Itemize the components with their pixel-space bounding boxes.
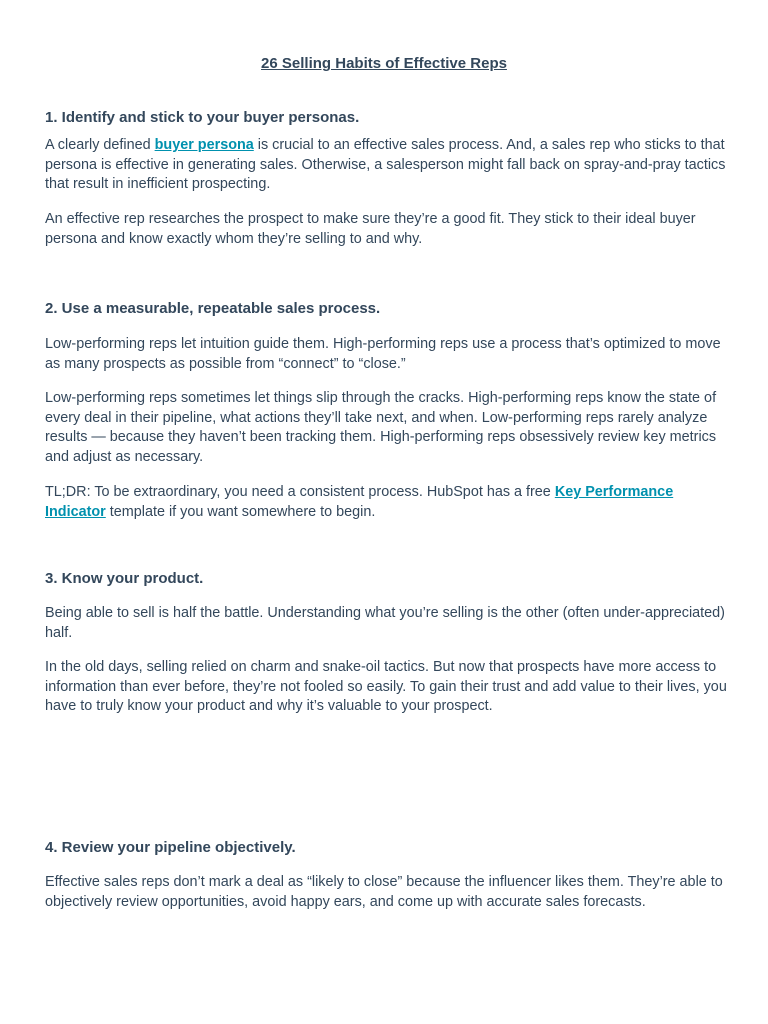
document-title: 26 Selling Habits of Effective Reps bbox=[261, 55, 507, 72]
section-4-paragraph-1: Effective sales reps don’t mark a deal as “likely to close” because the influencer likes them. They’re able to objectively review opportunities, avoid happy ears, and come up with accurate sales forecasts. bbox=[45, 874, 723, 910]
section-2-paragraph-2: Low-performing reps sometimes let things slip through the cracks. High-performing reps know the state of every deal in their pipeline, what actions they’ll take next, and when. Low-performing reps rarely analyze results — because they haven’t been tracking them. High-performing reps obsessively review key metrics and adjust as necessary. bbox=[45, 390, 717, 465]
text-segment: is crucial to an effective sales process. And, a sales rep who sticks to that persona is effective in generating sales. Otherwise, a salesperson might fall back on spray-and-pray tactics that result in inefficient prospecting. bbox=[45, 137, 726, 193]
section-4-heading: 4. Review your pipeline objectively. bbox=[45, 839, 296, 856]
section-3-heading: 3. Know your product. bbox=[45, 570, 204, 587]
text-segment: template if you want somewhere to begin. bbox=[105, 503, 376, 520]
section-2-heading: 2. Use a measurable, repeatable sales process. bbox=[45, 300, 381, 317]
buyer-persona-link[interactable]: buyer persona bbox=[154, 137, 254, 153]
section-2-paragraph-3 bbox=[45, 483, 730, 522]
section-1-heading: 1. Identify and stick to your buyer personas. bbox=[45, 109, 360, 126]
section-3-paragraph-1: Being able to sell is half the battle. Understanding what you’re selling is the other (often under-appreciated) half. bbox=[45, 605, 725, 641]
key-performance-indicator-link[interactable]: Key Performance Indicator bbox=[45, 484, 674, 520]
text-segment: A clearly defined bbox=[45, 137, 155, 153]
section-2-paragraph-1: Low-performing reps let intuition guide them. High-performing reps use a process that’s optimized to move as many prospects as possible from “connect” to “close.” bbox=[45, 336, 721, 372]
section-3-paragraph-2: In the old days, selling relied on charm and snake-oil tactics. But now that prospects have more access to information than ever before, they’re not fooled so easily. To gain their trust and add value to their lives, you have to truly know your product and why it’s valuable to your prospect. bbox=[45, 659, 727, 715]
section-1-paragraph-1 bbox=[45, 136, 730, 195]
text-segment: TL;DR: To be extraordinary, you need a consistent process. HubSpot has a free bbox=[45, 484, 555, 500]
section-1-paragraph-2: An effective rep researches the prospect to make sure they’re a good fit. They stick to their ideal buyer persona and know exactly whom they’re selling to and why. bbox=[45, 211, 696, 247]
